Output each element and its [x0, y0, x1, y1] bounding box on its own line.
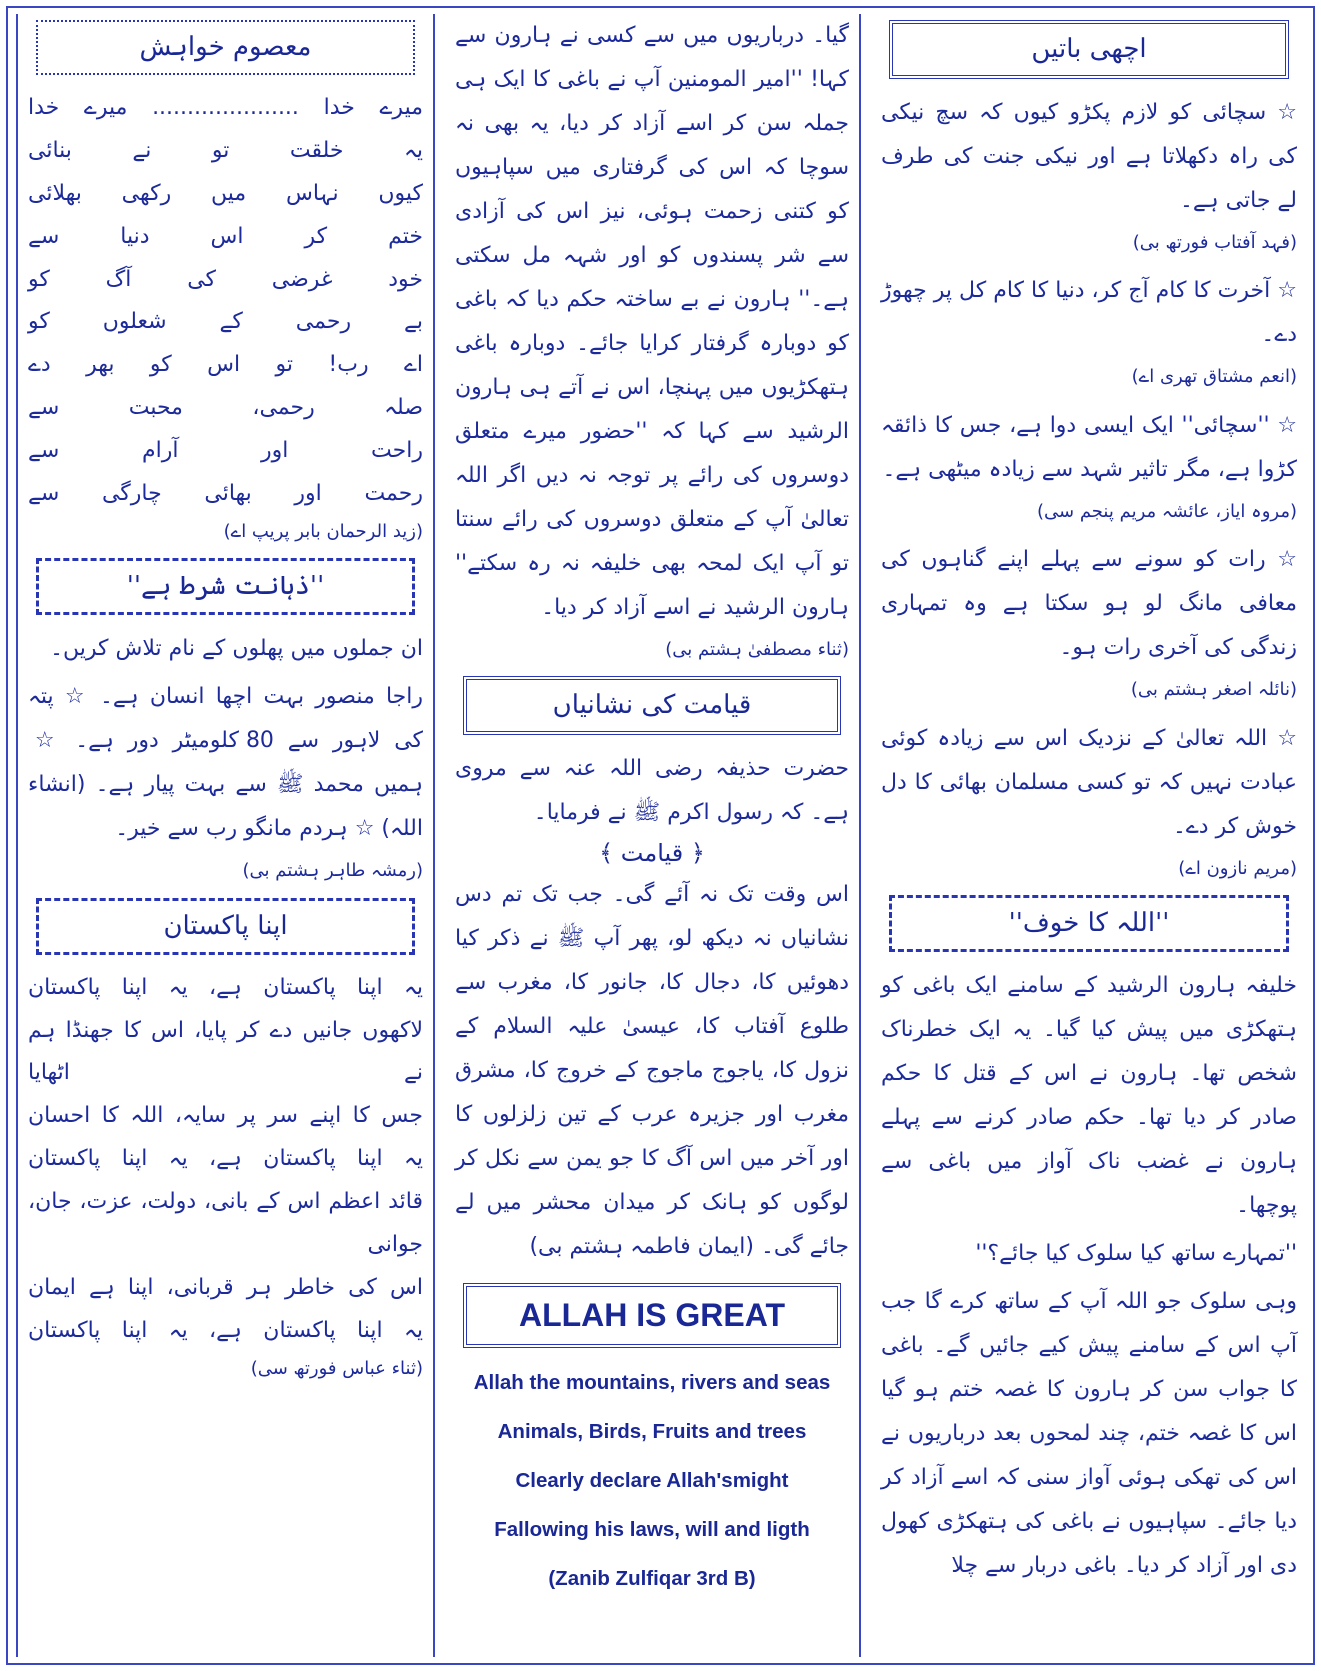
hadith-intro: حضرت حذیفہ رضی اللہ عنہ سے مروی ہے۔ کہ رسول اکرم ﷺ نے فرمایا۔ [455, 756, 849, 826]
poem-line-8: صلہ رحمی، محبت سے [28, 395, 423, 421]
credit-3: (مروہ ایاز، عائشہ مریم پنجم سی) [1037, 500, 1297, 522]
left-column [16, 14, 435, 1657]
middle-column [445, 14, 861, 1657]
pakistan-poem-line-4: یہ اپنا پاکستان ہے، یہ اپنا پاکستان [28, 1146, 423, 1172]
saying-4: ☆ رات کو سونے سے پہلے اپنے گناہوں کی معافی مانگ لو ہو سکتا ہے وہ تمہاری زندگی کی آخری رات ہو۔ [881, 547, 1297, 661]
credit-2: (انعم مشتاق تھری اے) [1131, 366, 1297, 388]
saying-5: ☆ اللہ تعالیٰ کے نزدیک اس سے زیادہ کوئی عبادت نہیں کہ تو کسی مسلمان بھائی کا دل خوش کر دے۔ [881, 725, 1297, 839]
story-paragraph-1: خلیفہ ہارون الرشید کے سامنے ایک باغی کو ہتھکڑی میں پیش کیا گیا۔ یہ ایک خطرناک شخص تھا۔ ہارون نے اس کے قتل کا حکم صادر کر دیا تھا۔ حکم صادر کرنے سے پہلے ہارون نے غضب ناک آواز میں باغی سے پوچھا۔ [881, 972, 1297, 1218]
pakistan-poem-line-7: یہ اپنا پاکستان ہے، یہ اپنا پاکستان [28, 1317, 423, 1343]
english-poem-line-3: Clearly declare Allah'smight [515, 1469, 789, 1493]
pakistan-poem-line-2: لاکھوں جانیں دے کر پایا، اس کا جھنڈا ہم نے اٹھایا [28, 1017, 423, 1086]
english-poem-line-1: Allah the mountains, rivers and seas [473, 1371, 831, 1395]
hadith-body: اس وقت تک نہ آئے گی۔ جب تک تم دس نشانیاں نہ دیکھ لو، پھر آپ ﷺ نے ذکر کیا دھوئیں کا، دجال کا، جانور کا، مغرب سے طلوع آفتاب کا، عیسیٰ علیہ السلام کے نزول کا، یاجوج ماجوج کے خروج کا، مشرق مغرب اور جزیرہ عرب کے تین زلزلوں کا اور آخر میں اس آگ کا جو یمن سے نکل کر لوگوں کو ہانک کر میدان محشر میں لے جائے گی۔ (ایمان فاطمہ ہشتم بی) [455, 882, 849, 1260]
story-continuation: گیا۔ درباریوں میں سے کسی نے ہارون سے کہا! ''امیر المومنین آپ نے باغی کا ایک ہی جملہ سن کر اسے آزاد کر دیا، یہ بھی نہ سوچا کہ اس کی گرفتاری میں سپاہیوں کو کتنی زحمت ہوئی، نیز اس کی آزادی سے شر پسندوں کو اور شہہ مل سکتی ہے۔'' ہارون نے بے ساختہ حکم دیا کہ باغی کو دوبارہ گرفتار کرایا جائے۔ دوبارہ باغی ہتھکڑیوں میں پہنچا، اس نے آتے ہی ہارون الرشید سے کہا کہ ''حضور میرے متعلق دوسروں کی رائے پر توجہ نہ دیں اگر اللہ تعالیٰ آپ کے متعلق دوسروں کی رائے سنتا تو آپ ایک لمحہ بھی خلیفہ نہ رہ سکتے'' ہارون الرشید نے اسے آزاد کر دیا۔ [455, 23, 849, 620]
quiz-instruction: ان جملوں میں پھلوں کے نام تلاش کریں۔ [50, 636, 423, 662]
english-poem-credit: (Zanib Zulfiqar 3rd B) [548, 1567, 756, 1591]
credit-1: (فہد آفتاب فورتھ بی) [1132, 232, 1297, 253]
pakistan-poem-line-1: یہ اپنا پاکستان ہے، یہ اپنا پاکستان [28, 974, 423, 1000]
heading-signs-of-qiyamat: قیامت کی نشانیاں [463, 676, 841, 735]
pakistan-poem-credit: (ثناء عباس فورتھ سی) [250, 1357, 423, 1379]
heading-good-sayings: اچھی باتیں [889, 20, 1289, 79]
pakistan-poem-line-3: جس کا اپنے سر پر سایہ، اللہ کا احسان [28, 1103, 423, 1129]
right-column [871, 14, 1307, 1657]
pakistan-poem-line-6: اس کی خاطر ہر قربانی، اپنا ہے ایمان [28, 1274, 423, 1300]
poem-line-10: رحمت اور بھائی چارگی سے [28, 481, 423, 507]
subheading-qiyamat: ﴿ قیامت ﴾ [599, 839, 705, 868]
quiz-credit: (رمشہ طاہر ہشتم بی) [242, 860, 423, 882]
story-credit: (ثناء مصطفیٰ ہشتم بی) [665, 639, 849, 660]
poem-line-1: میرے خدا ..................... میرے خدا [28, 95, 423, 120]
story-paragraph-3: وہی سلوک جو اللہ آپ کے ساتھ کرے گا جب آپ اس کے سامنے پیش کیے جائیں گے۔ باغی کا جواب سن کر ہارون کا غصہ ختم ہو گیا اس کا غصہ ختم، چند لمحوں بعد درباریوں نے اس کی تھکی ہوئی آواز سنی کہ اسے آزاد کر دیا جائے۔ سپاہیوں نے باغی کی ہتھکڑی کھول دی اور آزاد کر دیا۔ باغی دربار سے چلا [881, 1288, 1297, 1578]
quiz-sentences: راجا منصور بہت اچھا انسان ہے۔ ☆ پتہ کی لاہور سے 80 کلومیٹر دور ہے۔ ☆ ہمیں محمد ﷺ سے بہت پیار ہے۔ (انشاء اللہ) ☆ ہردم مانگو رب سے خیر۔ [28, 684, 423, 842]
heading-our-pakistan: اپنا پاکستان [36, 898, 415, 955]
credit-5: (مریم نازون اے) [1178, 857, 1297, 879]
heading-innocent-wish: معصوم خواہش [36, 20, 415, 75]
heading-fear-of-allah: ''اللہ کا خوف'' [889, 895, 1289, 952]
pakistan-poem-line-5: قائد اعظم اس کے بانی، دولت، عزت، جان، جوانی [28, 1189, 423, 1258]
english-poem-line-2: Animals, Birds, Fruits and trees [497, 1420, 807, 1444]
poem-line-2: یہ خلقت تو نے بنائی [28, 137, 423, 163]
credit-4: (نائلہ اصغر ہشتم بی) [1130, 679, 1297, 701]
saying-3: ☆ ''سچائی'' ایک ایسی دوا ہے، جس کا ذائقہ کڑوا ہے، مگر تاثیر شہد سے زیادہ میٹھی ہے۔ [881, 412, 1297, 482]
heading-intelligence-test: ''ذہانت شرط ہے'' [36, 558, 415, 615]
poem-line-7: اے رب! تو اس کو بھر دے [28, 352, 423, 378]
poem-line-9: راحت اور آرام سے [28, 438, 423, 464]
heading-allah-is-great: ALLAH IS GREAT [463, 1283, 841, 1348]
poem-line-5: خود غرضی کی آگ کو [28, 266, 423, 292]
newspaper-page [6, 6, 1315, 1665]
poem-line-3: کیوں نہاس میں رکھی بھلائی [28, 180, 423, 206]
story-paragraph-2: ''تمہارے ساتھ کیا سلوک کیا جائے؟'' [975, 1240, 1297, 1266]
poem-credit: (زید الرحمان بابر پریپ اے) [223, 520, 423, 542]
poem-line-4: ختم کر اس دنیا سے [28, 223, 423, 249]
saying-2: ☆ آخرت کا کام آج کر، دنیا کا کام کل پر چھوڑ دے۔ [881, 278, 1297, 348]
saying-1: ☆ سچائی کو لازم پکڑو کیوں کہ سچ نیکی کی راہ دکھلاتا ہے اور نیکی جنت کی طرف لے جاتی ہے۔ [881, 100, 1297, 213]
poem-line-6: بے رحمی کے شعلوں کو [28, 309, 423, 335]
english-poem-line-4: Fallowing his laws, will and ligth [494, 1518, 810, 1542]
